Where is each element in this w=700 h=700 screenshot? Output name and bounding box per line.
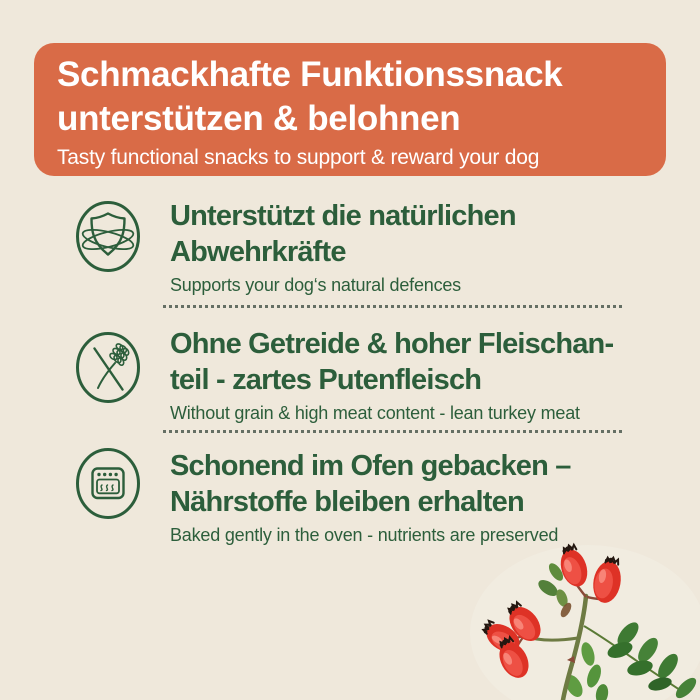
header-title-line2: unterstützen & belohnen [57, 99, 461, 138]
feature-title [170, 326, 680, 398]
feature-title [170, 448, 680, 520]
header-title-line1: Schmackhafte Funktionssnack [57, 55, 563, 94]
feature-defences [170, 198, 680, 296]
header-subtitle: Tasty functional snacks to support & reward your dog [57, 146, 540, 169]
dotted-divider-1 [163, 305, 622, 308]
shield-defence-icon [75, 200, 141, 273]
feature-subtitle: Baked gently in the oven - nutrients are preserved [170, 525, 559, 545]
feature-title-line1: Schonend im Ofen gebacken – [170, 450, 571, 482]
header-title [57, 53, 644, 141]
feature-subtitle: Supports your dog‘s natural defences [170, 275, 461, 295]
dotted-divider-2 [163, 430, 622, 433]
feature-subtitle: Without grain & high meat content - lean turkey meat [170, 403, 580, 423]
header-banner [34, 43, 666, 176]
feature-title-line1: Ohne Getreide & hoher Fleischan- [170, 328, 614, 360]
feature-title [170, 198, 680, 270]
feature-title-line2: Nährstoffe bleiben erhalten [170, 486, 524, 518]
feature-title-line2: Abwehrkräfte [170, 236, 346, 268]
feature-grain-free [170, 326, 680, 424]
oven-baked-icon [75, 447, 141, 520]
feature-oven-baked [170, 448, 680, 546]
feature-title-line2: teil - zartes Putenfleisch [170, 364, 482, 396]
feature-title-line1: Unterstützt die natürlichen [170, 200, 516, 232]
no-grain-icon [75, 331, 141, 404]
rosehip-branch-photo [468, 538, 700, 700]
